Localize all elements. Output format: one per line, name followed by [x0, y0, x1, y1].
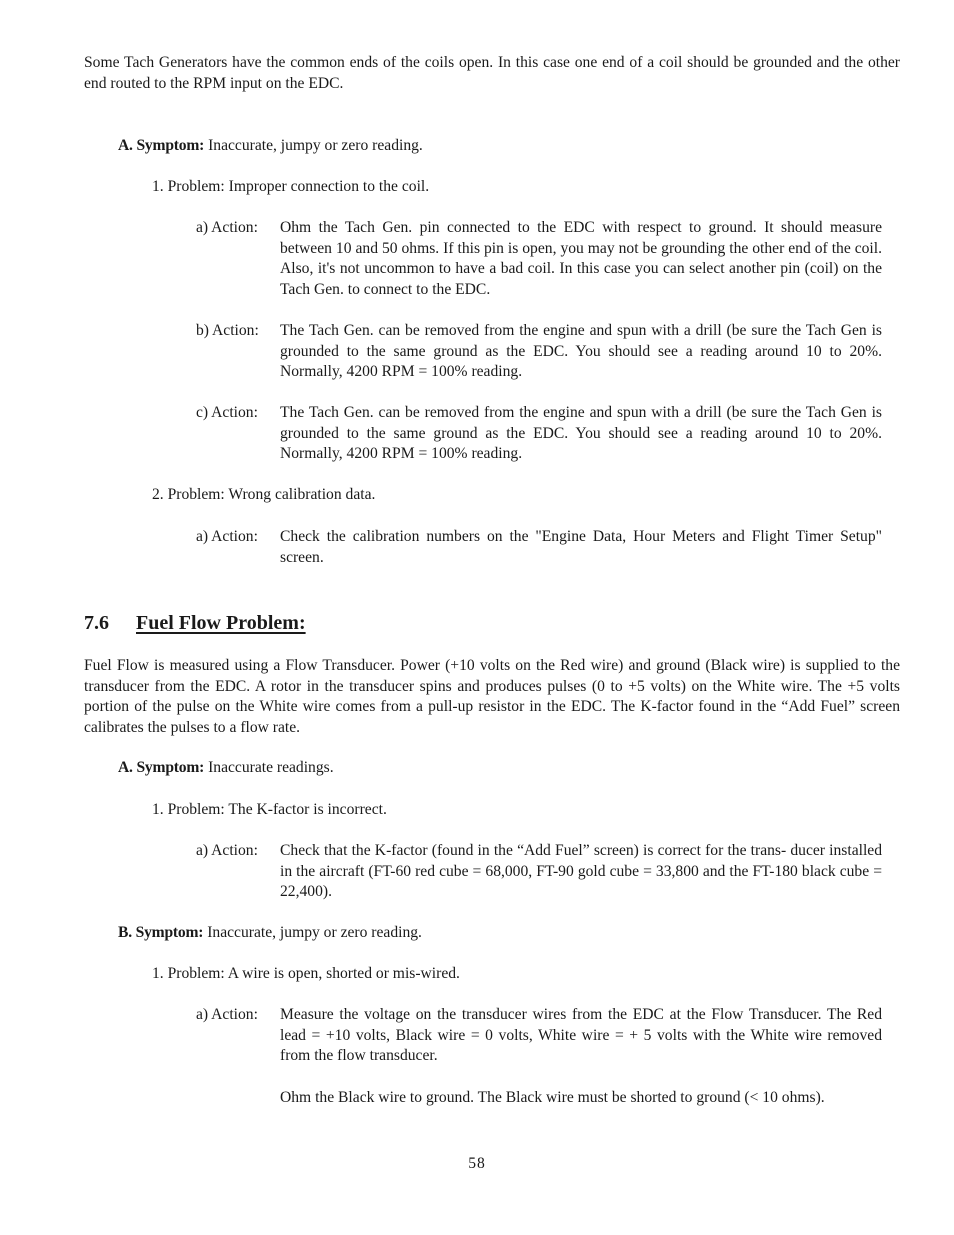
fuel-action-b1a [196, 1005, 886, 1067]
fuel-symptom-a [118, 758, 888, 779]
symptom-text: Inaccurate, jumpy or zero reading. [208, 137, 423, 154]
fuel-problem-a1: 1. Problem: The K-factor is incorrect. [152, 801, 387, 818]
fuel-problem-b1: 1. Problem: A wire is open, shorted or mis-wired. [152, 965, 460, 982]
action-label: c) Action: [196, 404, 258, 421]
tach-action-1c [196, 403, 886, 465]
symptom-label: A. Symptom: [118, 137, 205, 154]
action-label: a) Action: [196, 528, 258, 545]
fuel-intro-paragraph: Fuel Flow is measured using a Flow Transducer. Power (+10 volts on the Red wire) and ground (Black wire) is supplied to the transducer from the EDC. A rotor in the transducer spins and produces pulses (0 to +5 volts) on the White wire. The +5 volts portion of the pulse on the White wire comes from a pull-up resistor in the EDC. The K-factor found in the “Add Fuel” screen calibrates the pulses to a flow rate. [84, 657, 900, 736]
tach-problem-2: 2. Problem: Wrong calibration data. [152, 486, 376, 503]
action-text: The Tach Gen. can be removed from the engine and spun with a drill (be sure the Tach Gen is grounded to the same ground as the EDC. You should see a reading around 10 to 20%. Normally, 4200 RPM = 100% reading. [280, 404, 882, 463]
tach-action-2a [196, 527, 886, 568]
section-number: 7.6 [84, 612, 109, 634]
action-label: b) Action: [196, 322, 259, 339]
section-heading [84, 610, 306, 636]
fuel-action-a1a [196, 841, 886, 903]
tach-symptom-a [118, 136, 888, 157]
action-text: The Tach Gen. can be removed from the engine and spun with a drill (be sure the Tach Gen is grounded to the same ground as the EDC. You should see a reading around 10 to 20%. Normally, 4200 RPM = 100% reading. [280, 322, 882, 381]
tach-problem-1: 1. Problem: Improper connection to the coil. [152, 178, 430, 195]
section-title: Fuel Flow Problem: [136, 612, 306, 634]
action-text: Check that the K-factor (found in the “Add Fuel” screen) is correct for the trans- ducer installed in the aircraft (FT-60 red cube = 68,000, FT-90 gold cube = 33,800 and the FT-180 black cube = 22,400). [280, 842, 882, 901]
symptom-text: Inaccurate readings. [208, 759, 334, 776]
intro-paragraph: Some Tach Generators have the common ends of the coils open. In this case one end of a coil should be grounded and the other end routed to the RPM input on the EDC. [84, 54, 900, 92]
action-label: a) Action: [196, 1006, 258, 1023]
fuel-symptom-b [118, 923, 888, 944]
action-text: Check the calibration numbers on the "Engine Data, Hour Meters and Flight Timer Setup" screen. [280, 528, 882, 566]
fuel-action-b1a-continued [196, 1088, 886, 1109]
action-label: a) Action: [196, 219, 258, 236]
symptom-label: B. Symptom: [118, 924, 204, 941]
tach-action-1b [196, 321, 886, 383]
symptom-label: A. Symptom: [118, 759, 205, 776]
page-number: 58 [468, 1155, 486, 1172]
action-text: Ohm the Tach Gen. pin connected to the EDC with respect to ground. It should measure between 10 and 50 ohms. If this pin is open, you may not be grounding the other end of the coil. Also, it's not uncommon to have a bad coil. In this case you can select another pin (coil) on the Tach Gen. to connect to the EDC. [280, 219, 882, 298]
action-label: a) Action: [196, 842, 258, 859]
symptom-text: Inaccurate, jumpy or zero reading. [207, 924, 422, 941]
action-text: Measure the voltage on the transducer wires from the EDC at the Flow Transducer. The Red lead = +10 volts, Black wire = 0 volts, White wire = + 5 volts with the White wire removed from the flow transducer. [280, 1006, 882, 1065]
action-text-continued: Ohm the Black wire to ground. The Black wire must be shorted to ground (< 10 ohms). [280, 1089, 825, 1106]
tach-action-1a [196, 218, 886, 300]
